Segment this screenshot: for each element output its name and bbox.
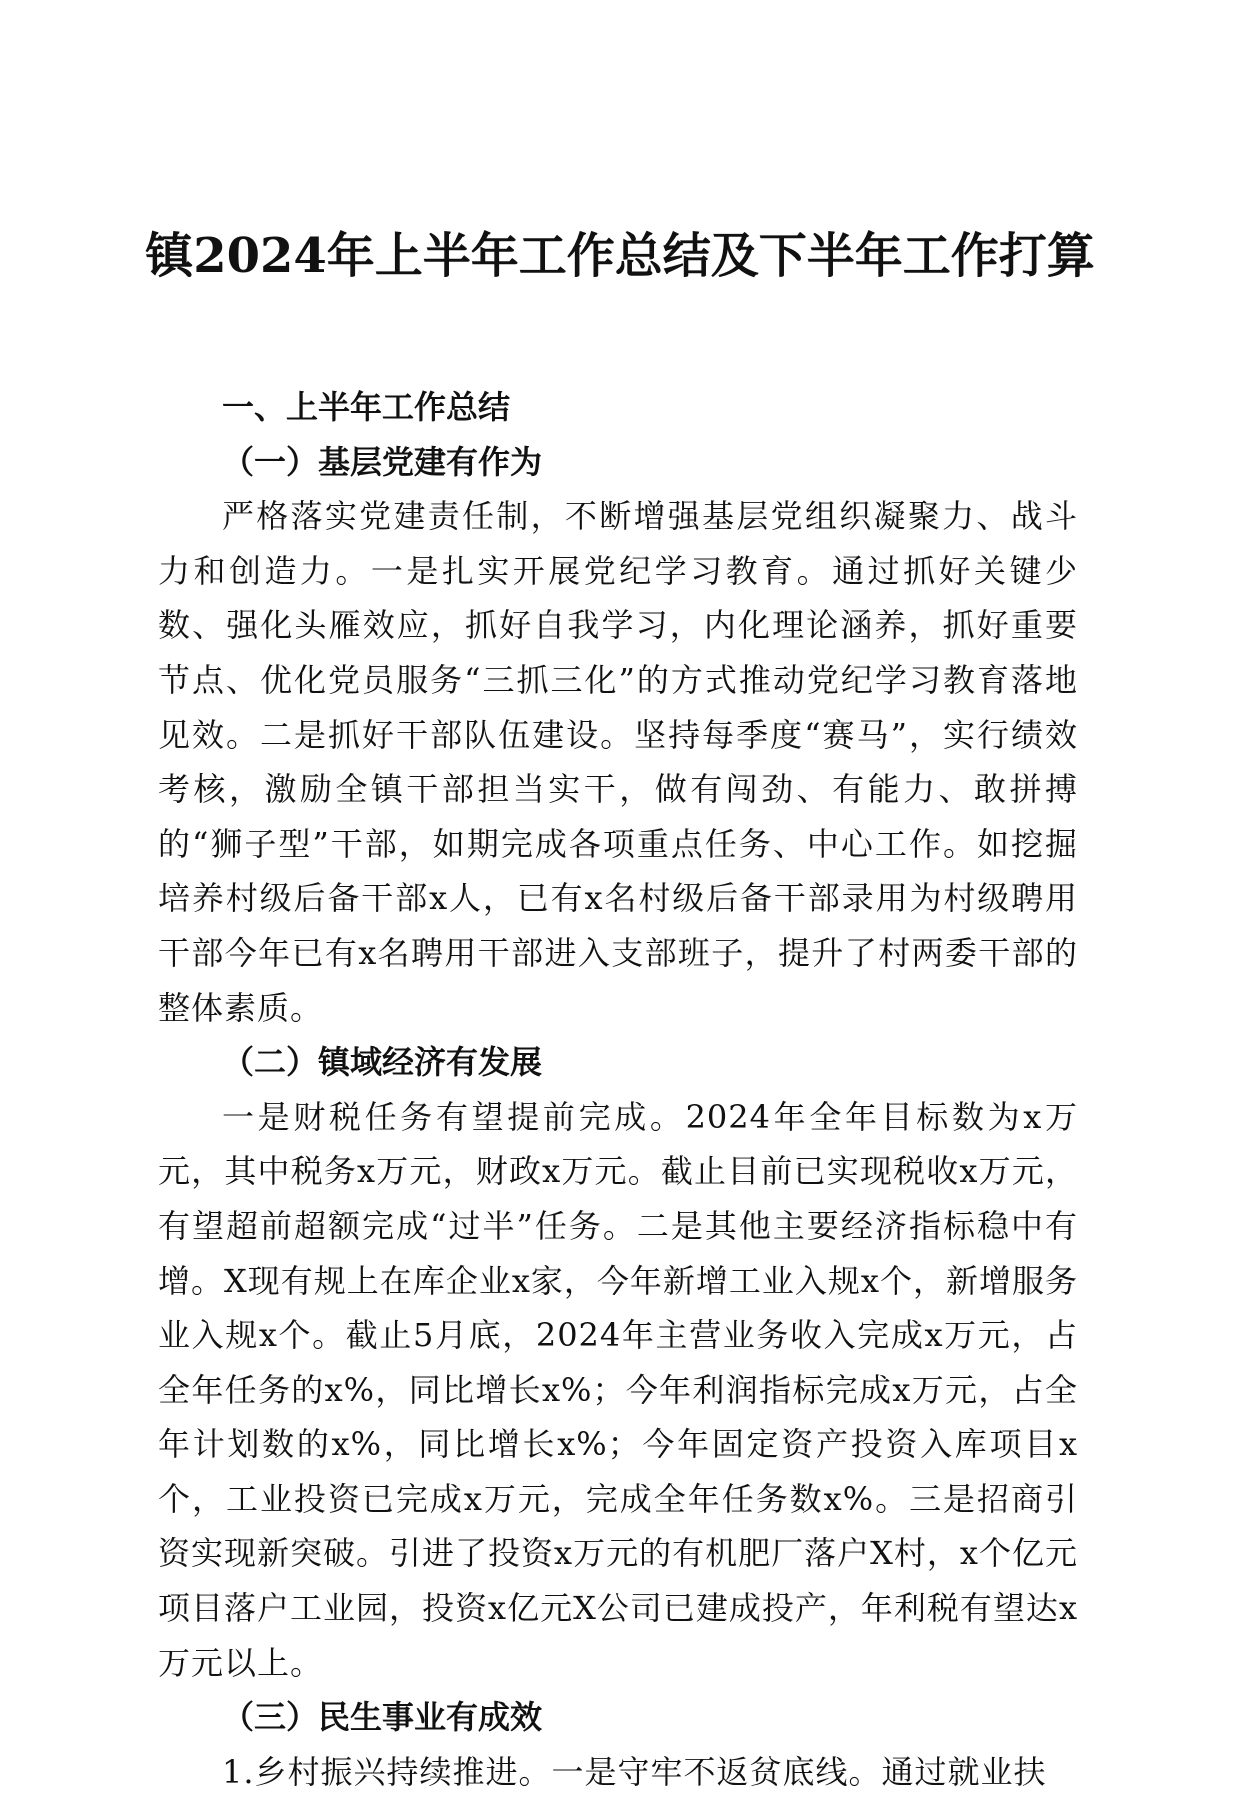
paragraph-livelihood: 1.乡村振兴持续推进。一是守牢不返贫底线。通过就业扶 [222,1752,1047,1791]
paragraph-economy: 一是财税任务有望提前完成。2024年全年目标数为x万元，其中税务x万元，财政x万元。截止目前已实现税收x万元，有望超前超额完成“过半”任务。二是其他主要经济指标稳中有增。X现有规上在库企业x家，今年新增工业入规x个，新增服务业入规x个。截止5月底，2024年主营业务收入完成x万元，占全年任务的x%，同比增长x%；今年利润指标完成x万元，占全年计划数的x%，同比增长x%；今年固定资产投资入库项目x个，工业投资已完成x万元，完成全年任务数x%。三是招商引资实现新突破。引进了投资x万元的有机肥厂落户X村，x个亿元项目落户工业园，投资x亿元X公司已建成投产，年利税有望达x万元以上。 [158,1097,1078,1682]
subsection-heading-party-building: （一）基层党建有作为 [222,442,543,481]
document-body [158,380,1078,1799]
subsection-heading-economy: （二）镇域经济有发展 [222,1043,543,1082]
document-title: 镇2024年上半年工作总结及下半年工作打算 [145,228,1095,284]
paragraph-party-building: 严格落实党建责任制，不断增强基层党组织凝聚力、战斗力和创造力。一是扎实开展党纪学习教育。通过抓好关键少数、强化头雁效应，抓好自我学习，内化理论涵养，抓好重要节点、优化党员服务“三抓三化”的方式推动党纪学习教育落地见效。二是抓好干部队伍建设。坚持每季度“赛马”，实行绩效考核，激励全镇干部担当实干，做有闯劲、有能力、敢拼搏的“狮子型”干部，如期完成各项重点任务、中心工作。如挖掘培养村级后备干部x人，已有x名村级后备干部录用为村级聘用干部今年已有x名聘用干部进入支部班子，提升了村两委干部的整体素质。 [158,497,1078,1027]
section-heading-summary: 一、上半年工作总结 [222,388,511,426]
subsection-heading-livelihood: （三）民生事业有成效 [222,1698,543,1737]
